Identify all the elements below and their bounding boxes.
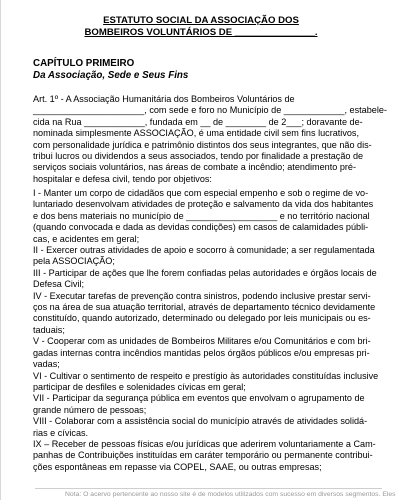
document-title [1, 15, 400, 39]
objective-line: rias e cívicas. [33, 427, 89, 438]
title-line-2: BOMBEIROS VOLUNTÁRIOS DE _______________. [84, 27, 318, 38]
objective-item-iii [33, 268, 377, 291]
article-line: serviços sociais voluntários, nas áreas de combate a incêndio; atendimento pré- [33, 162, 357, 173]
objective-line: e dos bens materiais no município de __________________ e no território nacional [33, 210, 370, 221]
article-line: ______________________, com sede e foro no Município de ____________, estabele- [33, 105, 387, 116]
objective-line: participar de desfiles e solenidades cívicas em geral; [33, 381, 246, 392]
objective-line: constituído, quando autorizado, determinado ou delegado por leis municipais ou es- [33, 313, 371, 324]
objective-line: gadas internas contra incêndios mantidas pelos órgãos públicos e/ou empresas pri- [33, 347, 370, 358]
objective-line: III - Participar de ações que lhe forem confiadas pelas autoridades e órgãos locais de [33, 267, 377, 278]
objective-item-ix [33, 439, 377, 473]
footnote-divider [35, 488, 382, 489]
article-line: nominada simplesmente ASSOCIAÇÃO, é uma entidade civil sem fins lucrativos, [33, 128, 359, 139]
objectives-list [33, 188, 377, 473]
article-line: tribui lucros ou dividendos a seus associados, tendo por finalidade a prestação de [33, 151, 364, 162]
objective-item-iv [33, 291, 377, 337]
footnote-text: : O acervo pertencente ao nosso site é de modelos utilizados com sucesso em diversos segmentos. Eles [79, 491, 396, 498]
objective-line: IX – Receber de pessoas físicas e/ou jurídicas que aderirem voluntariamente a Cam- [33, 438, 376, 449]
objective-item-v [33, 336, 377, 370]
objective-line: V - Cooperar com as unidades de Bombeiros Militares e/ou Comunitários e com bri- [33, 336, 371, 347]
objective-item-i [33, 188, 377, 245]
objective-item-vii [33, 393, 377, 416]
objective-line: luntariado desenvolvam atividades de proteção e salvamento da vida dos habitantes [33, 199, 374, 210]
objective-line: I - Manter um corpo de cidadãos que com especial empenho e sob o regime de vo- [33, 188, 369, 198]
title-line-1: ESTATUTO SOCIAL DA ASSOCIAÇÃO DOS [103, 15, 299, 26]
objective-line: (quando convocada e dada as devidas condições) em casos de calamidades públi- [33, 222, 369, 233]
objective-line: VIII - Colaborar com a assistência social do município através de atividades solidá- [33, 416, 368, 427]
objective-line: Defesa Civil; [33, 279, 85, 290]
objective-line: II - Exercer outras atividades de apoio e socorro à comunidade; a ser regulamentada [33, 245, 375, 256]
objective-line: ços na área de sua atuação territorial, através de departamento técnico devidamente [33, 302, 376, 313]
objective-item-vi [33, 371, 377, 394]
objective-line: IV - Executar tarefas de prevenção contra sinistros, podendo inclusive prestar servi- [33, 290, 371, 301]
objective-line: ções espontâneas em repasse via COPEL, SAAE, ou outras empresas; [33, 461, 322, 472]
chapter-subtitle: Da Associação, Sede e Seus Fins [33, 70, 189, 81]
footnote-label: Nota [65, 491, 80, 498]
chapter-heading: CAPÍTULO PRIMEIRO [33, 58, 135, 69]
objective-line: pela ASSOCIAÇÃO; [33, 256, 115, 267]
article-line: cida na Rua ____________, fundada em __ de ________ de 2___; doravante de- [33, 116, 363, 127]
footnote [65, 490, 400, 499]
objective-line: panhas de Contribuições instituídas em caráter temporário ou permanente contribui- [33, 450, 373, 461]
objective-line: taduais; [33, 324, 65, 335]
article-line: Art. 1º - A Associação Humanitária dos Bombeiros Voluntários de [33, 94, 295, 104]
objective-item-viii [33, 416, 377, 439]
objective-item-ii [33, 245, 377, 268]
article-1-paragraph [33, 94, 387, 185]
objective-line: VII - Participar da segurança pública em eventos que envolvam o agrupamento de [33, 393, 365, 404]
objective-line: grande número de pessoas; [33, 404, 147, 415]
objective-line: vadas; [33, 359, 60, 370]
objective-line: VI - Cultivar o sentimento de respeito e prestígio às autoridades constituídas inclusive [33, 370, 379, 381]
objective-line: cas, e acidentes em geral; [33, 233, 140, 244]
article-line: com personalidade jurídica e patrimônio distintos dos seus integrantes, que não dis- [33, 139, 372, 150]
article-line: hospitalar e defesa civil, tendo por objetivos: [33, 173, 212, 184]
